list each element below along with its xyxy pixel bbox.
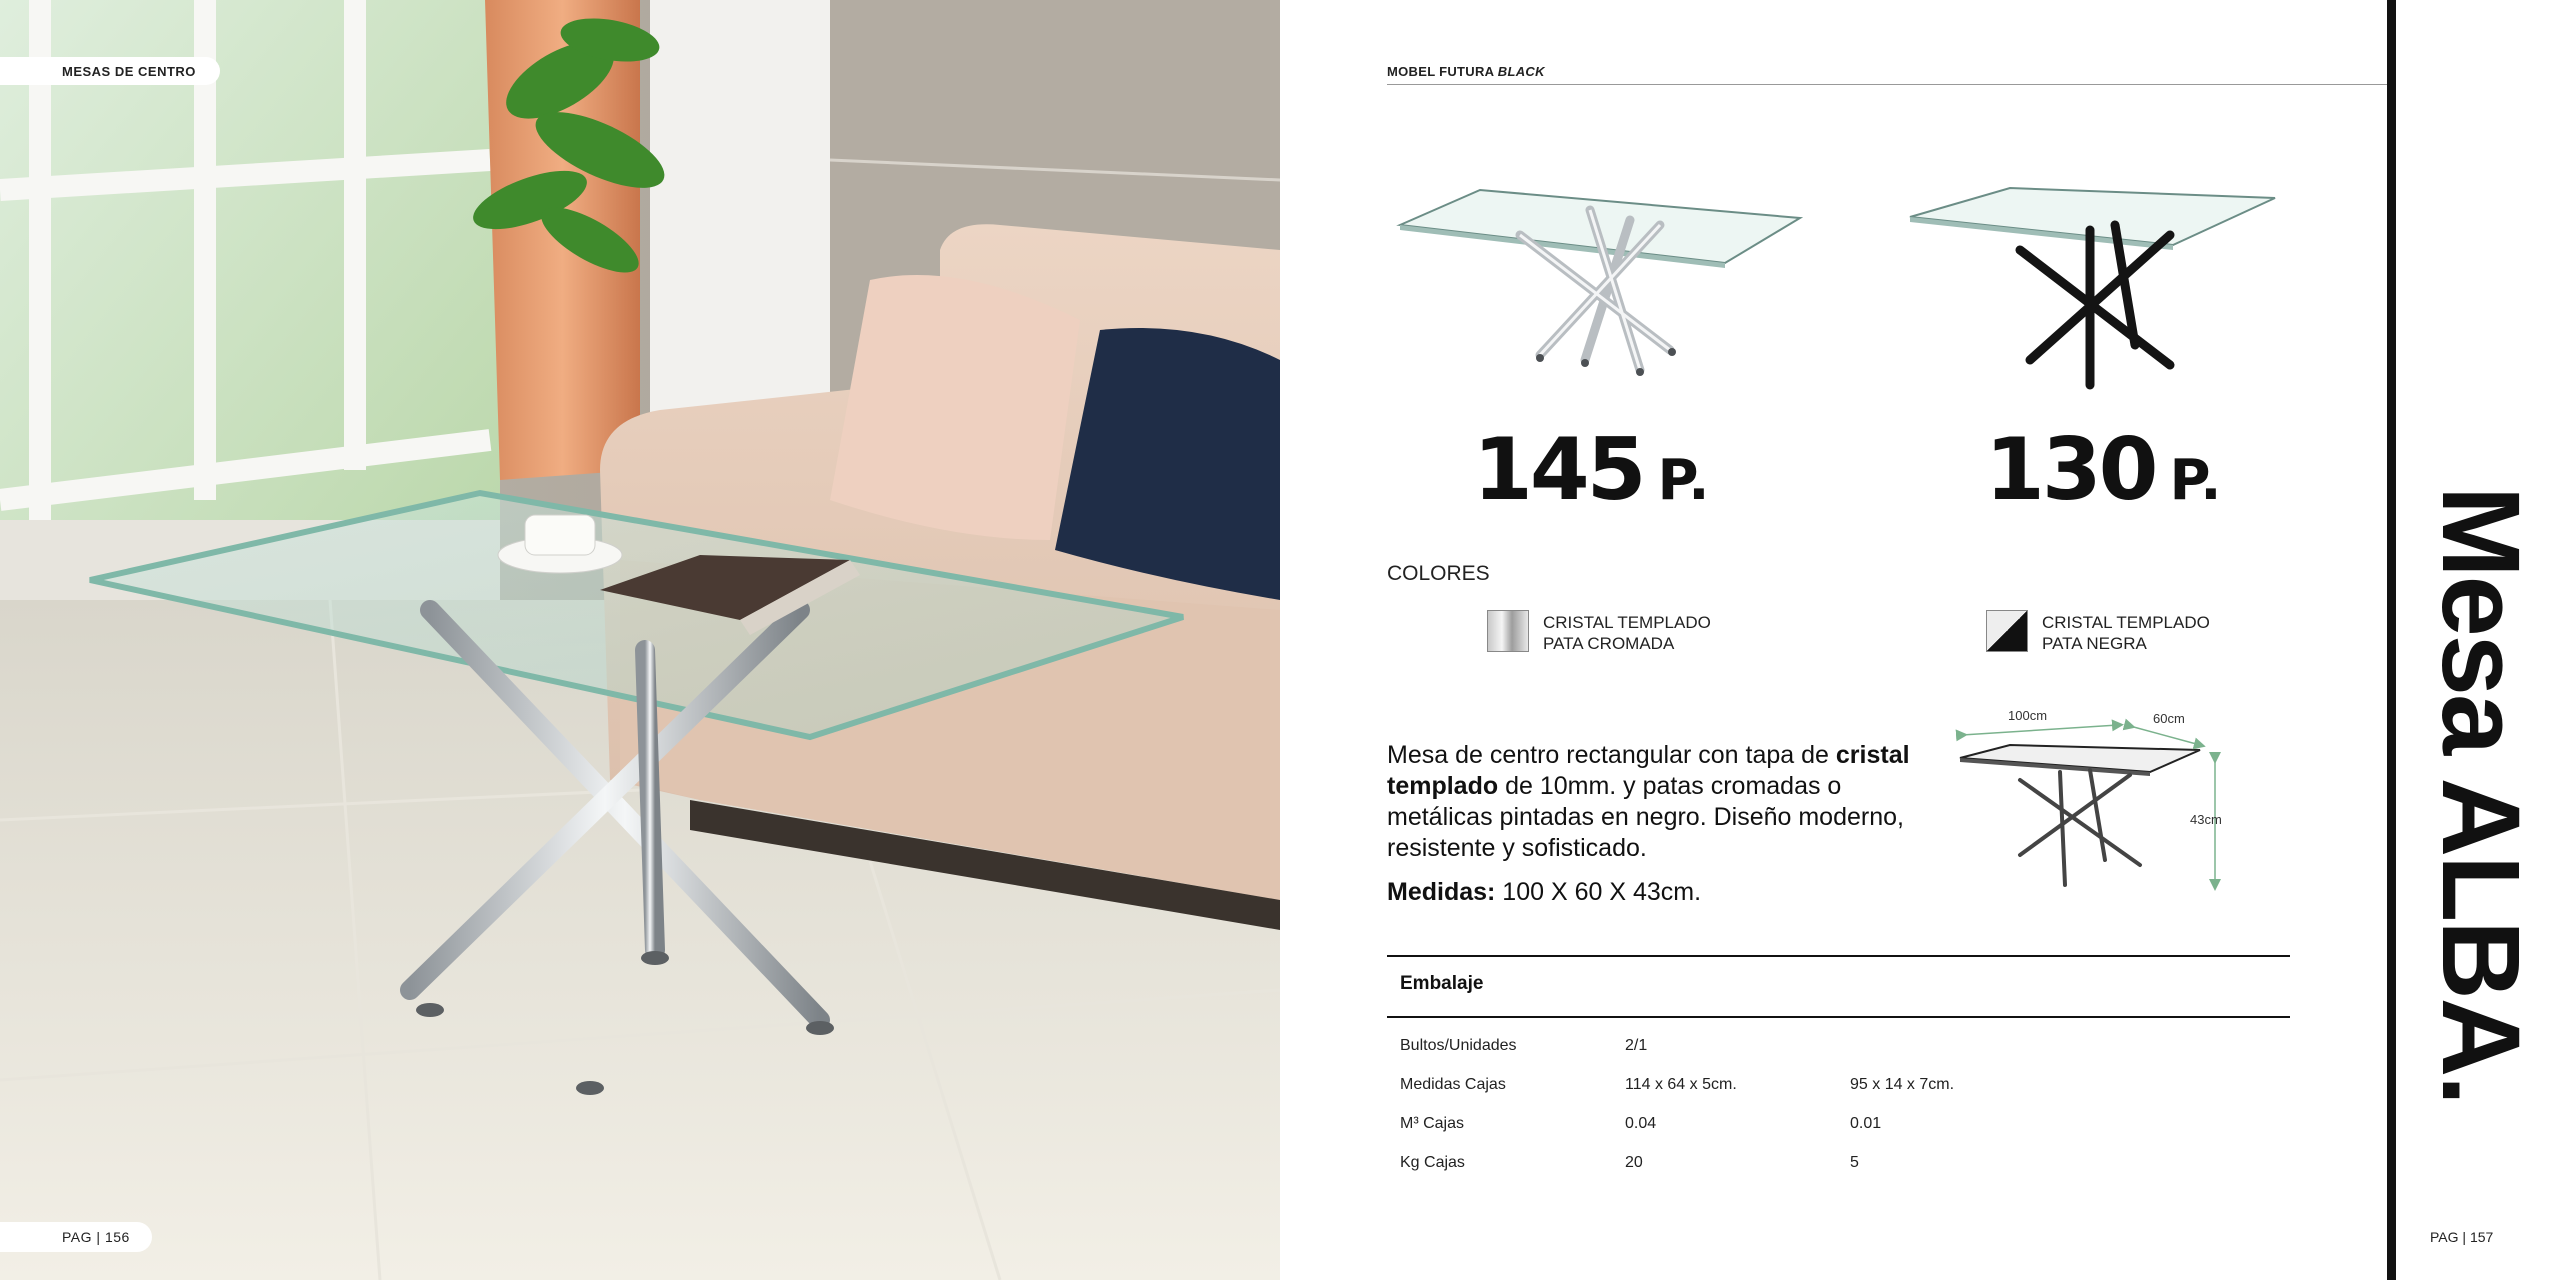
packaging-divider: [1387, 1016, 2290, 1018]
color-option-chrome: [1543, 612, 1711, 654]
description-part1: Mesa de centro rectangular con tapa de: [1387, 741, 1836, 769]
color-swatch-black: [1986, 610, 2028, 652]
row-value-2: [1850, 1026, 2050, 1065]
table-row: [1400, 1026, 2050, 1065]
price-amount: 130: [1985, 420, 2156, 520]
product-description: [1387, 740, 1947, 864]
product-measures: [1387, 878, 1701, 907]
row-label: Bultos/Unidades: [1400, 1036, 1517, 1054]
row-value-1: 114 x 64 x 5cm.: [1625, 1075, 1737, 1093]
section-label: MESAS DE CENTRO: [0, 57, 220, 85]
table-row: [1400, 1065, 2050, 1104]
colors-heading: COLORES: [1387, 562, 1490, 585]
row-label: M³ Cajas: [1400, 1114, 1465, 1132]
row-label: Medidas Cajas: [1400, 1075, 1506, 1093]
row-value-2: 5: [1850, 1153, 1859, 1171]
row-value-1: 2/1: [1625, 1036, 1648, 1054]
brand-suffix: BLACK: [1497, 64, 1545, 79]
row-value-1: 20: [1625, 1153, 1643, 1171]
table-row: [1400, 1143, 2050, 1182]
product-image-black: [1905, 170, 2285, 395]
brand-header: [1387, 64, 1545, 79]
row-value-2: 95 x 14 x 7cm.: [1850, 1075, 1955, 1093]
row-value-2: 0.01: [1850, 1114, 1882, 1132]
price-unit: P.: [1657, 448, 1710, 513]
price-chrome: [1473, 420, 1710, 520]
product-image-chrome: [1390, 180, 1810, 390]
description-part2: de 10mm. y patas cromadas o metálicas pintadas en negro. Diseño moderno, resistente y sofisticado.: [1387, 772, 1904, 862]
measures-label: Medidas:: [1387, 878, 1496, 906]
right-page-number: PAG | 157: [2430, 1229, 2494, 1245]
diagram-width-label: 100cm: [2008, 708, 2048, 723]
color-swatch-chrome: [1487, 610, 1529, 652]
packaging-heading: Embalaje: [1400, 973, 1484, 994]
measures-value: 100 X 60 X 43cm.: [1495, 878, 1702, 906]
dimension-diagram: [1940, 700, 2240, 900]
color-option-line2: PATA NEGRA: [2042, 634, 2147, 653]
price-unit: P.: [2169, 448, 2222, 513]
row-value-1: 0.04: [1625, 1114, 1657, 1132]
row-label: Kg Cajas: [1400, 1153, 1465, 1171]
diagram-depth-label: 60cm: [2153, 711, 2185, 726]
color-option-line1: CRISTAL TEMPLADO: [1543, 613, 1711, 632]
left-page-number: PAG | 156: [0, 1222, 152, 1252]
brand-prefix: MOBEL FUTURA: [1387, 64, 1498, 79]
header-divider: [1387, 84, 2390, 85]
vertical-accent-bar: [2387, 0, 2396, 1280]
color-option-black: [2042, 612, 2210, 654]
price-amount: 145: [1473, 420, 1644, 520]
packaging-top-divider: [1387, 955, 2290, 957]
color-option-line1: CRISTAL TEMPLADO: [2042, 613, 2210, 632]
product-title: Mesa ALBA.: [2419, 486, 2542, 1104]
table-row: [1400, 1104, 2050, 1143]
diagram-height-label: 43cm: [2190, 812, 2222, 827]
packaging-table: [1400, 1026, 2050, 1182]
description-bold: cristal templado: [1387, 741, 1910, 800]
color-option-line2: PATA CROMADA: [1543, 634, 1675, 653]
price-black: [1985, 420, 2222, 520]
